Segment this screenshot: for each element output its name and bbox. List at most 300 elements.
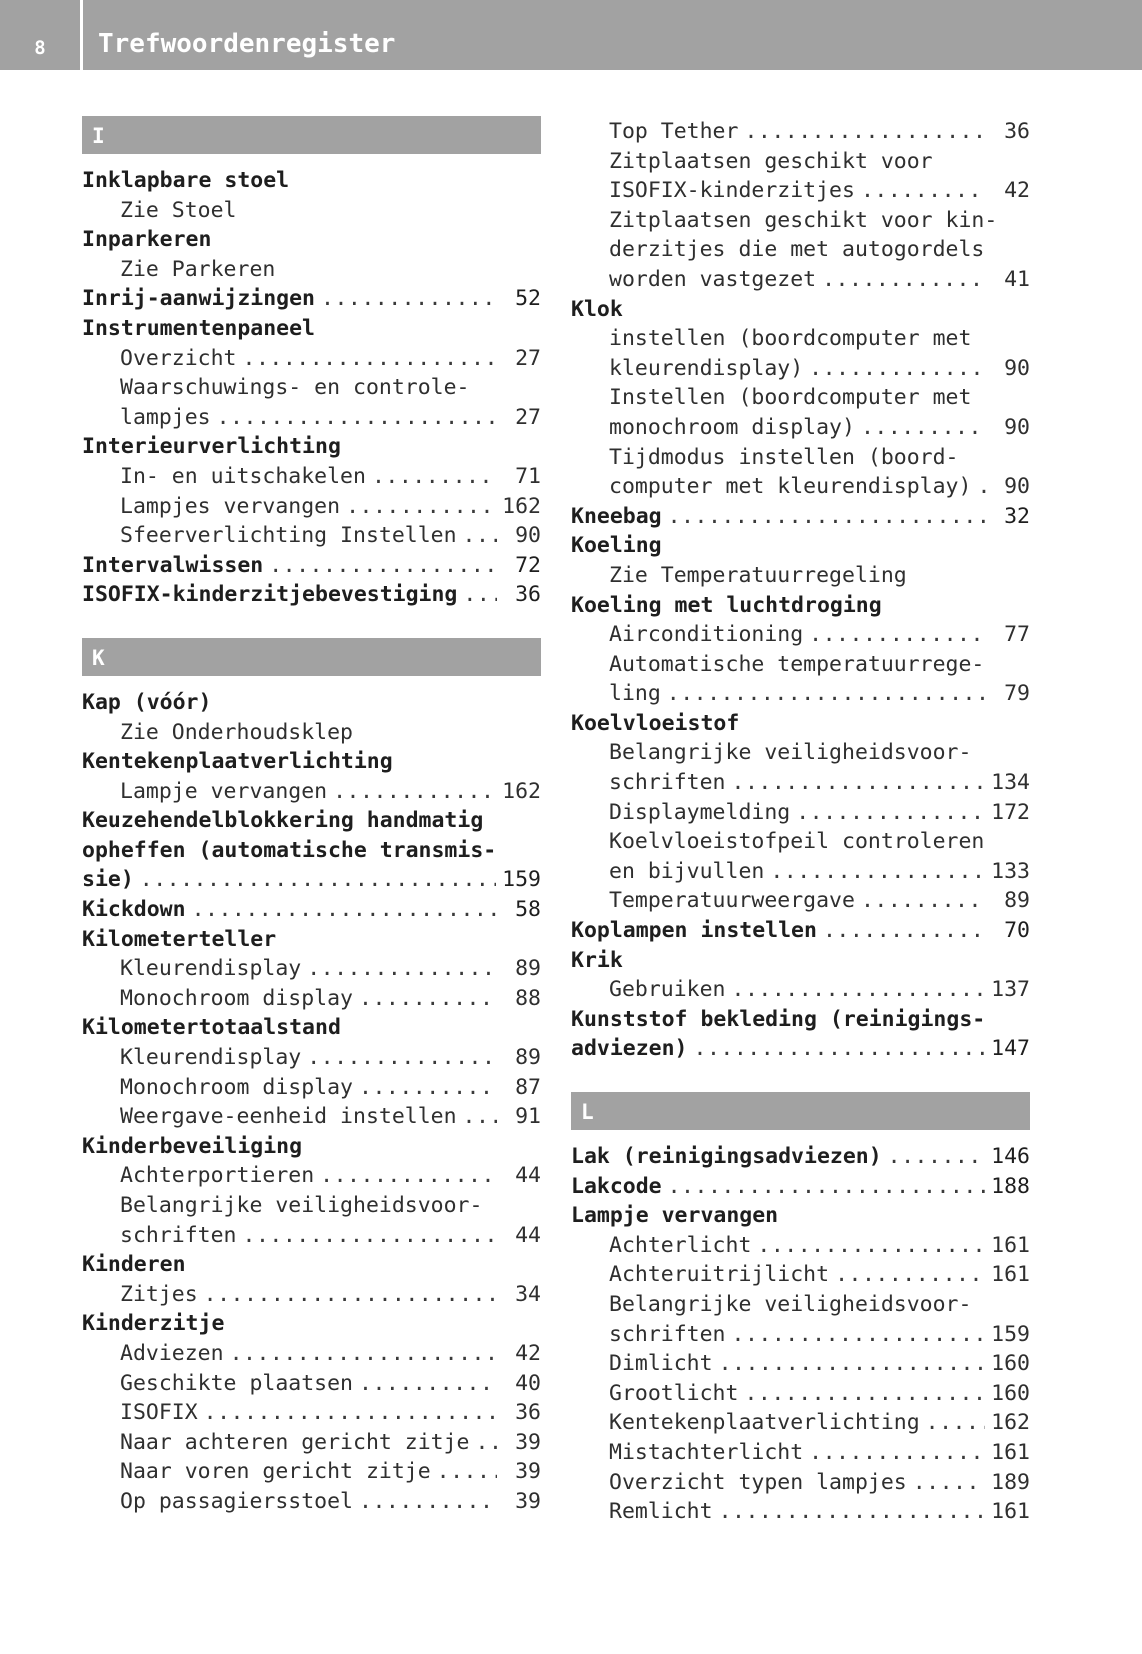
- page-reference: 89: [515, 1045, 541, 1071]
- index-entry: [571, 1172, 1030, 1202]
- index-entry: [571, 1201, 1030, 1231]
- index-entry: [82, 1369, 541, 1399]
- entry-text: kleurendisplay): [609, 355, 804, 381]
- index-entry: [571, 502, 1030, 532]
- index-entry: [571, 1142, 1030, 1172]
- entry-text: Waarschuwings- en controle-: [120, 375, 470, 401]
- page-reference: 44: [515, 1163, 541, 1189]
- index-entry: [571, 1379, 1030, 1409]
- dot-leader: [809, 1438, 985, 1468]
- index-keyword-line: [82, 688, 541, 718]
- index-subentry-line: [571, 738, 1030, 768]
- dot-leader: [668, 502, 986, 532]
- entry-text: Weergave-eenheid instellen: [120, 1104, 457, 1130]
- entry-text: derzitjes die met autogordels: [609, 237, 985, 263]
- page-reference: 159: [991, 1321, 1030, 1347]
- index-entry: [571, 650, 1030, 709]
- index-keyword-line: [82, 836, 541, 866]
- entry-text: Inparkeren: [82, 227, 212, 253]
- entry-text: Mistachterlicht: [609, 1439, 804, 1465]
- entry-text: Monochroom display: [120, 1074, 353, 1100]
- entry-text: Koelvloeistof: [571, 710, 740, 736]
- index-subentry-line: [571, 265, 1030, 295]
- section-letter-i: I: [82, 116, 541, 154]
- index-entry: [82, 1073, 541, 1103]
- index-entry: [82, 284, 541, 314]
- index-entry: [571, 443, 1030, 502]
- page-reference: 79: [1004, 681, 1030, 707]
- index-keyword-line: [82, 1250, 541, 1280]
- dot-leader: [694, 1034, 986, 1064]
- index-entry: [82, 777, 541, 807]
- page-reference: 70: [1004, 918, 1030, 944]
- index-entry: [82, 688, 541, 718]
- page-reference: 52: [515, 286, 541, 312]
- entry-text: schriften: [609, 1321, 726, 1347]
- entry-text: Inrij-aanwijzingen: [82, 286, 315, 312]
- entry-text: Zie Parkeren: [120, 256, 276, 282]
- dot-leader: [320, 1161, 497, 1191]
- entry-text: Achterportieren: [120, 1163, 315, 1189]
- entry-text: opheffen (automatische transmis-: [82, 837, 497, 863]
- page-reference: 161: [991, 1232, 1030, 1258]
- entry-text: Achteruitrijlicht: [609, 1262, 830, 1288]
- index-subentry-line: [82, 1398, 541, 1428]
- page-reference: 36: [1004, 119, 1030, 144]
- index-subentry-line: [571, 1438, 1030, 1468]
- index-subentry-line: [571, 117, 1030, 147]
- dot-leader: [463, 580, 497, 610]
- dot-leader: [346, 492, 496, 522]
- dot-leader: [926, 1408, 985, 1438]
- page-reference: 162: [991, 1410, 1030, 1436]
- entry-text: Keuzehendelblokkering handmatig: [82, 808, 484, 834]
- index-subentry-line: [571, 1320, 1030, 1350]
- entry-text: Lampjes vervangen: [120, 493, 341, 519]
- index-entry: [571, 946, 1030, 976]
- entry-text: schriften: [120, 1222, 237, 1248]
- page-reference: 36: [515, 582, 541, 608]
- index-entry: [82, 747, 541, 777]
- index-subentry-line: [82, 1221, 541, 1251]
- entry-text: Temperatuurweergave: [609, 888, 855, 914]
- section-letter-k: K: [82, 638, 541, 676]
- dot-leader: [230, 1339, 497, 1369]
- page-reference: 88: [515, 985, 541, 1011]
- dot-leader: [719, 1349, 986, 1379]
- index-entry: [571, 620, 1030, 650]
- index-subentry-line: [82, 984, 541, 1014]
- entry-text: Koeling met luchtdroging: [571, 592, 882, 618]
- index-keyword-line: [571, 1201, 1030, 1231]
- page-reference: 146: [991, 1144, 1030, 1169]
- index-subentry-line: [82, 1102, 541, 1132]
- index-subentry-line: [82, 1428, 541, 1458]
- index-keyword-line: [571, 591, 1030, 621]
- dot-leader: [809, 620, 986, 650]
- page-reference: 89: [515, 956, 541, 982]
- entry-text: Grootlicht: [609, 1380, 739, 1406]
- entry-text: Monochroom display: [120, 985, 353, 1011]
- index-subentry-line: [571, 176, 1030, 206]
- dot-leader: [437, 1457, 497, 1487]
- page-reference: 188: [991, 1173, 1030, 1199]
- index-entry: [82, 1191, 541, 1250]
- entry-text: lampjes: [120, 404, 211, 430]
- index-subentry-line: [82, 954, 541, 984]
- entry-text: Op passagiersstoel: [120, 1488, 353, 1514]
- index-subentry-line: [571, 354, 1030, 384]
- index-subentry-line: [82, 1487, 541, 1517]
- index-keyword-line: [571, 916, 1030, 946]
- entry-text: Kinderbeveiliging: [82, 1133, 303, 1159]
- dot-leader: [359, 1369, 497, 1399]
- index-subentry-line: [571, 1468, 1030, 1498]
- index-keyword-line: [571, 1172, 1030, 1202]
- index-entry: [571, 886, 1030, 916]
- index-column-left: [82, 116, 541, 1517]
- dot-leader: [823, 916, 986, 946]
- entry-text: Airconditioning: [609, 622, 804, 648]
- page-title: Trefwoordenregister: [98, 29, 396, 59]
- entry-text: Dimlicht: [609, 1351, 713, 1377]
- index-subentry-line: [82, 196, 541, 226]
- dot-leader: [913, 1468, 985, 1498]
- index-entry: [571, 383, 1030, 442]
- entry-text: Tijdmodus instellen (boord-: [609, 444, 959, 470]
- page-reference: 137: [991, 977, 1030, 1003]
- index-keyword-line: [82, 432, 541, 462]
- dot-leader: [307, 954, 497, 984]
- dot-leader: [835, 1260, 985, 1290]
- index-keyword-line: [571, 1142, 1030, 1172]
- index-subentry-line: [571, 620, 1030, 650]
- index-entry: [82, 462, 541, 492]
- entry-text: Koplampen instellen: [571, 918, 817, 944]
- dot-leader: [719, 1497, 986, 1527]
- index-entry: [571, 1005, 1030, 1064]
- index-entry: [82, 255, 541, 285]
- page-reference: 147: [991, 1036, 1030, 1062]
- index-entry: [82, 344, 541, 374]
- index-keyword-line: [82, 895, 541, 925]
- entry-text: Inklapbare stoel: [82, 168, 290, 193]
- dot-leader: [732, 768, 986, 798]
- page-reference: 44: [515, 1222, 541, 1248]
- dot-leader: [977, 472, 986, 502]
- dot-leader: [333, 777, 496, 807]
- entry-text: Kneebag: [571, 503, 662, 529]
- index-entry: [571, 916, 1030, 946]
- dot-leader: [359, 984, 497, 1014]
- entry-text: ISOFIX-kinderzitjebevestiging: [82, 582, 458, 608]
- index-subentry-line: [82, 777, 541, 807]
- page-reference: 160: [991, 1351, 1030, 1377]
- index-entry: [82, 580, 541, 610]
- index-column-right: [571, 117, 1030, 1527]
- index-entry: [571, 709, 1030, 739]
- index-subentry-line: [571, 1497, 1030, 1527]
- dot-leader: [476, 1428, 498, 1458]
- dot-leader: [822, 265, 986, 295]
- index-entry: [571, 147, 1030, 206]
- page-reference: 87: [515, 1074, 541, 1100]
- index-entry: [82, 492, 541, 522]
- index-keyword-line: [571, 1034, 1030, 1064]
- index-entry: [82, 1161, 541, 1191]
- page-reference: 90: [1004, 414, 1030, 440]
- index-entry: [571, 1290, 1030, 1349]
- entry-text: Adviezen: [120, 1340, 224, 1366]
- index-subentry-line: [571, 827, 1030, 857]
- page-reference: 42: [515, 1340, 541, 1366]
- page-reference: 162: [502, 493, 541, 519]
- page-reference: 172: [991, 799, 1030, 825]
- entry-text: Zie Temperatuurregeling: [609, 562, 907, 588]
- index-entry: [82, 1280, 541, 1310]
- index-subentry-line: [571, 1260, 1030, 1290]
- index-subentry-line: [571, 1349, 1030, 1379]
- index-keyword-line: [82, 225, 541, 255]
- index-entry: [571, 295, 1030, 325]
- index-entry: [571, 1468, 1030, 1498]
- index-entry: [82, 895, 541, 925]
- page-reference: 89: [1004, 888, 1030, 914]
- index-entry: [82, 373, 541, 432]
- page-reference: 133: [991, 858, 1030, 884]
- dot-leader: [372, 462, 497, 492]
- index-subentry-line: [82, 373, 541, 403]
- entry-text: Krik: [571, 947, 623, 973]
- dot-leader: [861, 886, 986, 916]
- index-subentry-line: [82, 1457, 541, 1487]
- dot-leader: [861, 176, 986, 206]
- index-entry: [82, 925, 541, 955]
- index-subentry-line: [571, 472, 1030, 502]
- dot-leader: [204, 1398, 497, 1428]
- dot-leader: [243, 1221, 498, 1251]
- index-subentry-line: [571, 768, 1030, 798]
- entry-text: Interieurverlichting: [82, 434, 341, 460]
- index-subentry-line: [571, 798, 1030, 828]
- page-reference: 134: [991, 770, 1030, 796]
- index-subentry-line: [571, 1379, 1030, 1409]
- entry-text: Automatische temperatuurrege-: [609, 651, 985, 677]
- dot-leader: [668, 1172, 986, 1202]
- page-reference: 58: [515, 897, 541, 923]
- index-keyword-line: [82, 747, 541, 777]
- entry-text: Instellen (boordcomputer met: [609, 385, 972, 411]
- header-divider: [80, 0, 83, 70]
- index-keyword-line: [82, 551, 541, 581]
- entry-text: Naar achteren gericht zitje: [120, 1429, 470, 1455]
- index-keyword-line: [571, 946, 1030, 976]
- dot-leader: [243, 344, 498, 374]
- index-subentry-line: [82, 344, 541, 374]
- dot-leader: [732, 1320, 986, 1350]
- index-subentry-line: [82, 403, 541, 433]
- entry-text: ISOFIX: [120, 1400, 198, 1426]
- index-keyword-line: [571, 295, 1030, 325]
- page-reference: 77: [1004, 622, 1030, 648]
- index-subentry-line: [571, 1231, 1030, 1261]
- index-entry: [82, 1250, 541, 1280]
- index-subentry-line: [82, 462, 541, 492]
- index-entry: [571, 1408, 1030, 1438]
- dot-leader: [809, 354, 986, 384]
- page-reference: 27: [515, 345, 541, 371]
- index-entry: [82, 166, 541, 196]
- index-entry: [82, 314, 541, 344]
- index-keyword-line: [82, 806, 541, 836]
- page-reference: 71: [515, 463, 541, 489]
- entry-text: Achterlicht: [609, 1232, 752, 1258]
- entry-text: Sfeerverlichting Instellen: [120, 523, 457, 549]
- index-entry: [82, 984, 541, 1014]
- index-subentry-line: [82, 1369, 541, 1399]
- index-subentry-line: [571, 324, 1030, 354]
- page-reference: 160: [991, 1380, 1030, 1406]
- index-subentry-line: [571, 1408, 1030, 1438]
- page-reference: 34: [515, 1281, 541, 1307]
- index-keyword-line: [82, 925, 541, 955]
- entry-text: Lak (reinigingsadviezen): [571, 1144, 882, 1169]
- dot-leader: [861, 413, 986, 443]
- dot-leader: [321, 284, 497, 314]
- index-entry: [82, 954, 541, 984]
- index-subentry-line: [82, 1280, 541, 1310]
- entry-text: schriften: [609, 770, 726, 796]
- entry-text: Belangrijke veiligheidsvoor-: [609, 740, 972, 766]
- index-entry: [82, 806, 541, 895]
- index-entry: [571, 531, 1030, 561]
- entry-text: Overzicht typen lampjes: [609, 1469, 907, 1495]
- dot-leader: [744, 117, 986, 147]
- dot-leader: [359, 1073, 497, 1103]
- entry-text: Zitplaatsen geschikt voor kin-: [609, 207, 998, 233]
- entry-text: Kinderen: [82, 1252, 186, 1278]
- page-reference: 72: [515, 552, 541, 578]
- index-subentry-line: [82, 1161, 541, 1191]
- entry-text: Klok: [571, 296, 623, 322]
- index-subentry-line: [571, 1290, 1030, 1320]
- index-subentry-line: [571, 857, 1030, 887]
- dot-leader: [269, 551, 497, 581]
- entry-text: Koelvloeistofpeil controleren: [609, 829, 985, 855]
- index-subentry-line: [82, 1339, 541, 1369]
- dot-leader: [796, 798, 985, 828]
- entry-text: Belangrijke veiligheidsvoor-: [120, 1193, 483, 1218]
- index-entry: [82, 1013, 541, 1043]
- index-entry: [82, 432, 541, 462]
- index-keyword-line: [82, 166, 541, 196]
- page-reference: 159: [502, 867, 541, 893]
- index-entry: [571, 1438, 1030, 1468]
- index-subentry-line: [571, 147, 1030, 177]
- index-subentry-line: [571, 561, 1030, 591]
- index-entry: [571, 206, 1030, 295]
- index-entry: [82, 196, 541, 226]
- index-subentry-line: [571, 206, 1030, 236]
- entry-text: Zitplaatsen geschikt voor: [609, 148, 933, 174]
- index-entry: [82, 1043, 541, 1073]
- dot-leader: [732, 975, 986, 1005]
- index-entry: [82, 1309, 541, 1339]
- dot-leader: [217, 403, 497, 433]
- page-reference: 36: [515, 1400, 541, 1426]
- section-letter-l: L: [571, 1092, 1030, 1130]
- entry-text: Overzicht: [120, 345, 237, 371]
- index-entry: [82, 521, 541, 551]
- index-subentry-line: [82, 1073, 541, 1103]
- entry-text: Kickdown: [82, 897, 186, 923]
- index-entry: [571, 1497, 1030, 1527]
- index-subentry-line: [82, 1191, 541, 1221]
- index-subentry-line: [82, 521, 541, 551]
- index-keyword-line: [571, 1005, 1030, 1035]
- entry-text: Kleurendisplay: [120, 956, 302, 982]
- index-subentry-line: [571, 383, 1030, 413]
- index-subentry-line: [82, 255, 541, 285]
- entry-text: ling: [609, 681, 661, 707]
- page-reference: 189: [991, 1469, 1030, 1495]
- entry-text: en bijvullen: [609, 858, 765, 884]
- index-subentry-line: [571, 886, 1030, 916]
- entry-text: monochroom display): [609, 414, 855, 440]
- entry-text: Kinderzitje: [82, 1311, 225, 1337]
- index-entry: [571, 324, 1030, 383]
- entry-text: Lakcode: [571, 1173, 662, 1199]
- index-entry: [82, 551, 541, 581]
- entry-text: Lampje vervangen: [571, 1203, 779, 1229]
- index-entry: [571, 1349, 1030, 1379]
- page-reference: 39: [515, 1459, 541, 1485]
- index-entry: [82, 1132, 541, 1162]
- index-entry: [82, 1398, 541, 1428]
- index-keyword-line: [82, 1309, 541, 1339]
- index-subentry-line: [571, 650, 1030, 680]
- index-entry: [571, 591, 1030, 621]
- index-subentry-line: [571, 975, 1030, 1005]
- entry-text: ISOFIX-kinderzitjes: [609, 178, 855, 204]
- dot-leader: [192, 895, 497, 925]
- index-subentry-line: [82, 718, 541, 748]
- dot-leader: [204, 1280, 497, 1310]
- entry-text: Instrumentenpaneel: [82, 315, 315, 341]
- page-reference: 42: [1004, 178, 1030, 204]
- index-subentry-line: [571, 235, 1030, 265]
- page-number: 8: [34, 37, 46, 59]
- page-reference: 90: [515, 523, 541, 549]
- dot-leader: [359, 1487, 497, 1517]
- entry-text: Geschikte plaatsen: [120, 1370, 353, 1396]
- entry-text: Kap (vóór): [82, 689, 212, 715]
- index-entry: [571, 561, 1030, 591]
- index-keyword-line: [82, 1132, 541, 1162]
- index-keyword-line: [82, 314, 541, 344]
- dot-leader: [757, 1231, 985, 1261]
- dot-leader: [888, 1142, 985, 1172]
- page-reference: 91: [515, 1104, 541, 1130]
- index-keyword-line: [82, 580, 541, 610]
- entry-text: Belangrijke veiligheidsvoor-: [609, 1291, 972, 1317]
- entry-text: Zie Onderhoudsklep: [120, 719, 353, 745]
- dot-leader: [463, 1102, 497, 1132]
- index-subentry-line: [571, 679, 1030, 709]
- index-subentry-line: [82, 492, 541, 522]
- page-reference: 161: [991, 1439, 1030, 1465]
- page-reference: 39: [515, 1429, 541, 1455]
